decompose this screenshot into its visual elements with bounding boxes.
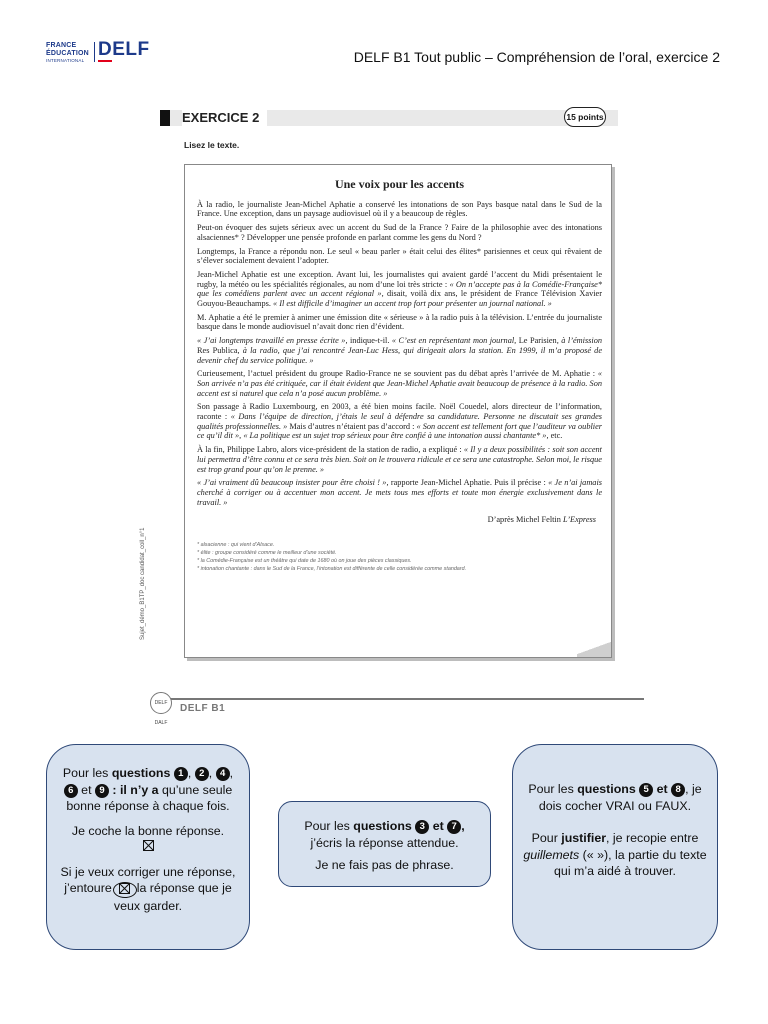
footnote: * intonation chantante : dans le Sud de la France, l’intonation est différente de celle considérée comme standard.: [197, 566, 467, 573]
footnotes: [197, 541, 602, 573]
box2-rule: [287, 818, 482, 851]
box3-rule: [523, 781, 707, 814]
article-paragraph: [197, 270, 602, 309]
quote-text: « Il est difficile d’imaginer un accent trop fort pour présenter un journal national. »: [273, 299, 552, 309]
paragraph-text: Son passage à Radio Luxembourg, en 2003, a été bien moins facile. Noël Couedel, alors directeur de l’information, raconte :: [197, 402, 602, 422]
logo-france: FRANCE: [46, 42, 77, 49]
paragraph-text: À la radio, le journaliste Jean-Michel Aphatie a conservé les intonations de son Pays basque natal dans le Sud de la France. Une exception, dans un paysage audiovisuel où il y a beaucoup de règles.: [197, 199, 602, 219]
question-number-badge: 4: [216, 767, 230, 781]
box1-correction-text: Si je veux corriger une réponse, j’entoure: [60, 864, 236, 895]
separator: ,: [187, 766, 192, 780]
footnote: * alsacienne : qui vient d’Alsace.: [197, 542, 275, 549]
box2-rule-rest: j’écris la réponse attendue.: [310, 835, 459, 850]
box2-prefix: Pour les: [304, 819, 354, 833]
conjunction: et: [432, 819, 444, 833]
box1-rule-rest: qu’une seule bonne réponse à chaque fois.: [66, 782, 233, 813]
quote-text: , à l’émission: [556, 336, 603, 346]
paragraph-text: Le Parisien: [518, 336, 557, 346]
footer-rule: [152, 698, 644, 700]
quote-text: « C’est en représentant mon journal,: [391, 336, 519, 346]
article-paragraph: [197, 402, 602, 441]
article-source: [197, 515, 596, 525]
box1-correction-text-end: la réponse que je veux garder.: [113, 881, 232, 913]
questions-word: questions: [577, 782, 636, 796]
logo-red-accent: [98, 60, 112, 62]
separator: ,: [461, 819, 465, 833]
article-body: [197, 200, 602, 508]
quote-text: « J’ai longtemps travaillé en presse écrite »: [197, 336, 346, 346]
box1-tick-instruction: [57, 823, 239, 856]
exam-page-scan: [140, 100, 642, 726]
box2-no-sentence: Je ne fais pas de phrase.: [315, 858, 454, 872]
paragraph-text: Jean-Michel Aphatie est une exception. Avant lui, les journalistes qui avaient gardé l’accent du Midi présentaient le rugby, la météo ou les spécialités régionales, au nom d’une loi très stricte :: [197, 269, 602, 289]
question-number-badge: 3: [415, 820, 429, 834]
question-number-badge: 6: [64, 784, 78, 798]
question-number-badge: 1: [174, 767, 188, 781]
article-paragraph: [197, 223, 602, 242]
article-paragraph: [197, 478, 602, 507]
paragraph-text: , indique-t-il.: [345, 336, 392, 346]
paragraph-text: , disait, voilà dix ans, le président de France Télévision Xavier Gouyou-Beauchamps.: [197, 289, 602, 309]
checked-box-icon: [143, 840, 154, 851]
box3-prefix: Pour les: [528, 782, 578, 796]
footer-label: DELF B1: [180, 703, 226, 714]
box1-prefix: Pour les: [62, 766, 112, 780]
article-paragraph: [197, 313, 602, 332]
question-number-badge: 2: [195, 767, 209, 781]
page-title: DELF B1 Tout public – Compréhension de l’oral, exercice 2: [353, 49, 720, 65]
box1-rule-label: : il n’y a: [108, 782, 159, 797]
article-paragraph: [197, 200, 602, 219]
instructions-box-single-answer: [46, 744, 250, 950]
box3-justify-mid: , je recopie entre: [606, 831, 699, 845]
box3-rule-rest: , je dois cocher VRAI ou FAUX.: [538, 782, 702, 813]
logo-wordmark: [46, 42, 89, 65]
exercise-title: EXERCICE 2: [182, 110, 267, 126]
paragraph-text: À la fin, Philippe Labro, alors vice-président de la station de radio, a expliqué :: [197, 445, 464, 455]
justify-word: justifier: [561, 831, 607, 845]
instructions-box-short-answer: [278, 801, 491, 887]
paragraph-text: , etc.: [546, 431, 563, 441]
exercise-instruction: Lisez le texte.: [184, 140, 240, 150]
questions-word: questions: [353, 819, 412, 833]
exercise-header-marker: [160, 110, 170, 126]
paragraph-text: Curieusement, l’actuel président du groupe Radio-France ne se souvient pas du débat après l’arrivée de M. Aphatie :: [197, 369, 598, 379]
logo-delf: DELF: [98, 39, 150, 60]
source-publication: L’Express: [562, 515, 596, 525]
article-paragraph: [197, 247, 602, 266]
quote-text: « Il y a deux possibilités : soit son accent lui permettra d’être connu et ce sera très bien. Soit on le trouvera ridicule et ce sera une catastrophe. Selon moi, le risque est trop grand pour qu’on le prenne. »: [197, 445, 602, 474]
logo-international: INTERNATIONAL: [46, 58, 85, 63]
article-sheet: [184, 164, 612, 658]
conjunction: et: [656, 782, 668, 796]
article-title: Une voix pour les accents: [334, 177, 465, 191]
logo-education: ÉDUCATION: [46, 49, 89, 57]
paragraph-text: Mais d’autres n’étaient pas d’accord :: [287, 421, 417, 431]
paragraph-text: M. Aphatie a été le premier à animer une émission dite « sérieuse » à la radio puis à la télévision. L’entrée du journaliste basque dans le monde audiovisuel n’avait donc rien d’évident.: [197, 312, 602, 332]
instructions-box-true-false: [512, 744, 718, 950]
paragraph-text: Peut-on évoquer des sujets sérieux avec un accent du Sud de la France ? Faire de la philosophie avec des intonations alsaciennes* ? Développer une pensée profonde en parlant comme les gens du Nord ?: [197, 223, 602, 242]
quote-text: « La politique est un sujet trop sérieux pour être confié à une intonation aussi chantante* »: [243, 431, 547, 441]
document-code: Sujet_démo_B1TP_doc candidat_coll_n°1: [140, 527, 146, 640]
box1-tick-text: Je coche la bonne réponse.: [71, 823, 225, 838]
question-number-badge: 9: [95, 784, 109, 798]
article-paragraph: [197, 369, 602, 398]
footnote: * la Comédie-Française est un théâtre qui date de 1680 où on joue des pièces classiques.: [197, 558, 412, 565]
article-paragraph: [197, 336, 602, 365]
separator: ,: [229, 766, 234, 780]
paragraph-text: Longtemps, la France a répondu non. Le seul « beau parler » était celui des élites* parisiennes et ceux qui rêvaient de s’élever socialement devaient l’adopter.: [197, 246, 602, 266]
paragraph-text: ,: [239, 431, 244, 441]
quote-text: « J’ai vraiment dû beaucoup insister pour être choisi ! »: [197, 478, 387, 488]
box3-justify-end: (« »), la partie du texte qui m’a aidé à trouver.: [554, 847, 707, 878]
paragraph-text: Res Publica: [197, 345, 238, 355]
article-paragraph: [197, 445, 602, 474]
checked-box-icon: [119, 883, 130, 894]
questions-word: questions: [111, 766, 171, 780]
question-number-badge: 5: [639, 783, 653, 797]
france-education-logo: [46, 40, 156, 66]
source-author: D’après Michel Feltin: [487, 515, 563, 525]
question-number-badge: 7: [447, 820, 461, 834]
box1-rule: [57, 765, 239, 815]
box3-justify-prefix: Pour: [531, 831, 562, 845]
paragraph-text: , rapporte Jean-Michel Aphatie. Puis il précise :: [386, 478, 549, 488]
quote-text: « Je n’ai jamais cherché à corriger ou à accentuer mon accent. Je mets tous mes efforts et toute mon énergie exclusivement dans le travail. »: [197, 478, 602, 507]
quote-text: « On n’accepte pas à la Comédie-Française* que les comédiens parlent avec un accent régional »: [197, 279, 603, 299]
box1-correction-instruction: [57, 864, 239, 915]
separator: ,: [208, 766, 213, 780]
footnote: * élite : groupe considéré comme le meilleur d’une société.: [197, 550, 337, 557]
delf-dalf-seal-icon: DELF DALF: [150, 692, 172, 714]
quote-text: « Son accent est tellement fort que l’auditeur va oublier ce qu’il dit »: [197, 421, 603, 441]
guillemets-word: guillemets: [523, 847, 580, 862]
page-fold-corner: [577, 639, 611, 657]
box3-justify-instruction: [523, 830, 707, 880]
circled-checked-box-icon: [113, 882, 137, 898]
question-number-badge: 8: [671, 783, 685, 797]
logo-divider: [94, 42, 95, 62]
points-badge: 15 points: [564, 107, 606, 127]
quote-text: « Dans l’équipe de direction, j’étais le seul à défendre sa candidature. Personne ne discutait ses grandes qualités professionnelles. »: [197, 412, 602, 431]
quote-text: , à la radio, que j’ai rencontré Jean-Luc Hess, qui dirigeait alors la station. En 1999, il m’a proposé de devenir chef du service politique. »: [197, 345, 603, 365]
conjunction: et: [81, 782, 92, 797]
quote-text: « Son arrivée n’a pas été critiquée, car il était évident que Jean-Michel Aphatie avait beaucoup de présence à la radio. Son accent est si naturel que cela n’a posé aucun problème. »: [197, 369, 602, 398]
